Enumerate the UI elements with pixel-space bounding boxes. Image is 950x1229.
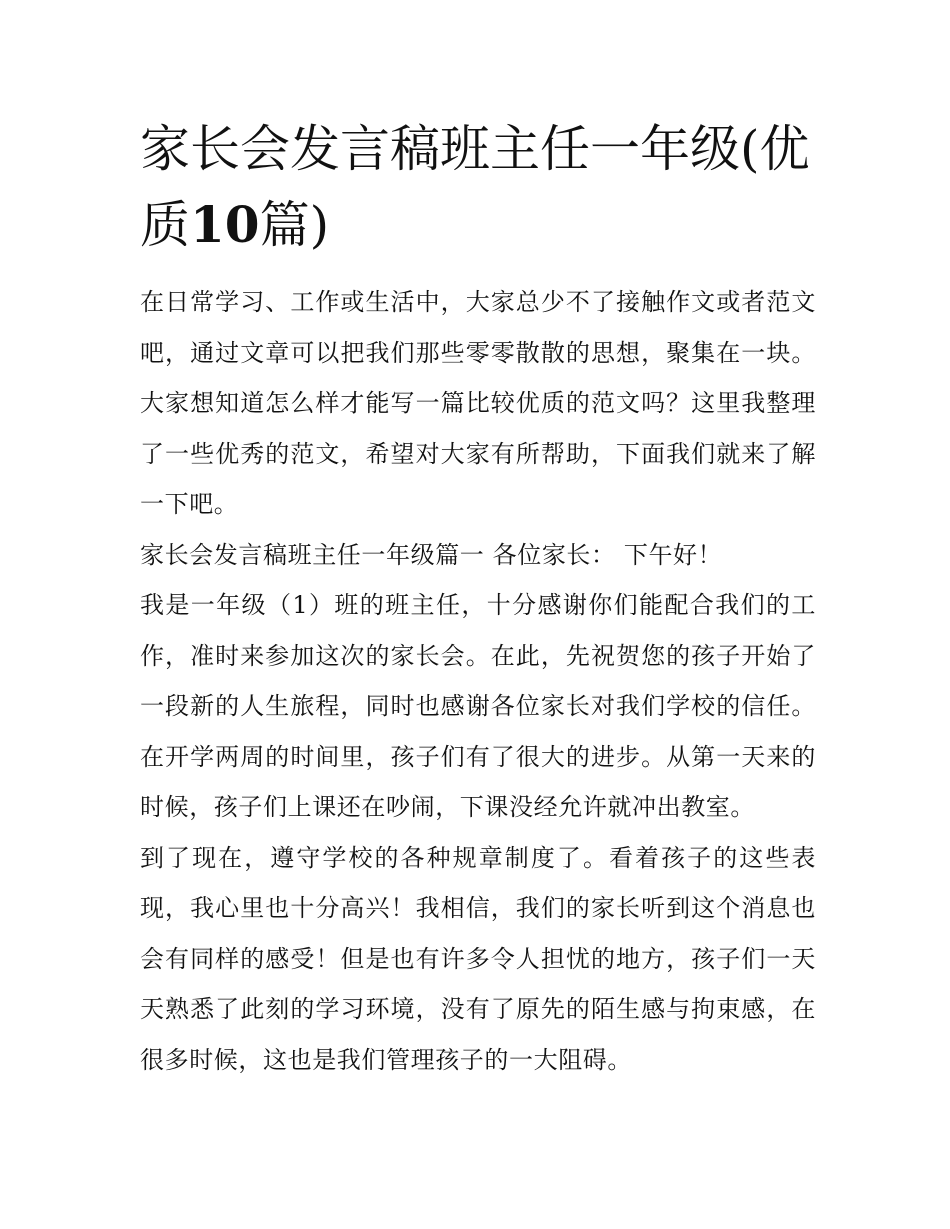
title-text-part1: 家长会发言稿班主任一年级(优质 xyxy=(140,120,810,254)
title-text-part2: 篇) xyxy=(259,196,330,254)
body-paragraph: 我是一年级（1）班的班主任，十分感谢你们能配合我们的工作，准时来参加这次的家长会。在此，先祝贺您的孩子开始了一段新的人生旅程，同时也感谢各位家长对我们学校的信任。在开学两周的时间里，孩子们有了很大的进步。从第一天来的时候，孩子们上课还在吵闹，下课没经允许就冲出教室。 xyxy=(140,591,816,821)
intro-paragraph: 在日常学习、工作或生活中，大家总少不了接触作文或者范文吧，通过文章可以把我们那些零零散散的思想，聚集在一块。大家想知道怎么样才能写一篇比较优质的范文吗？这里我整理了一些优秀的范文，希望对大家有所帮助，下面我们就来了解一下吧。 xyxy=(140,288,816,518)
section-heading-paragraph: 家长会发言稿班主任一年级篇一 各位家长： 下午好！ xyxy=(140,540,723,569)
title-number: 10 xyxy=(190,195,260,254)
body-paragraph: 到了现在，遵守学校的各种规章制度了。看着孩子的这些表现，我心里也十分高兴！我相信，我们的家长听到这个消息也会有同样的感受！但是也有许多令人担忧的地方，孩子们一天天熟悉了此刻的学习环境，没有了原先的陌生感与拘束感，在很多时候，这也是我们管理孩子的一大阻碍。 xyxy=(140,843,816,1074)
document-body xyxy=(140,277,816,1085)
document-title xyxy=(140,112,820,263)
